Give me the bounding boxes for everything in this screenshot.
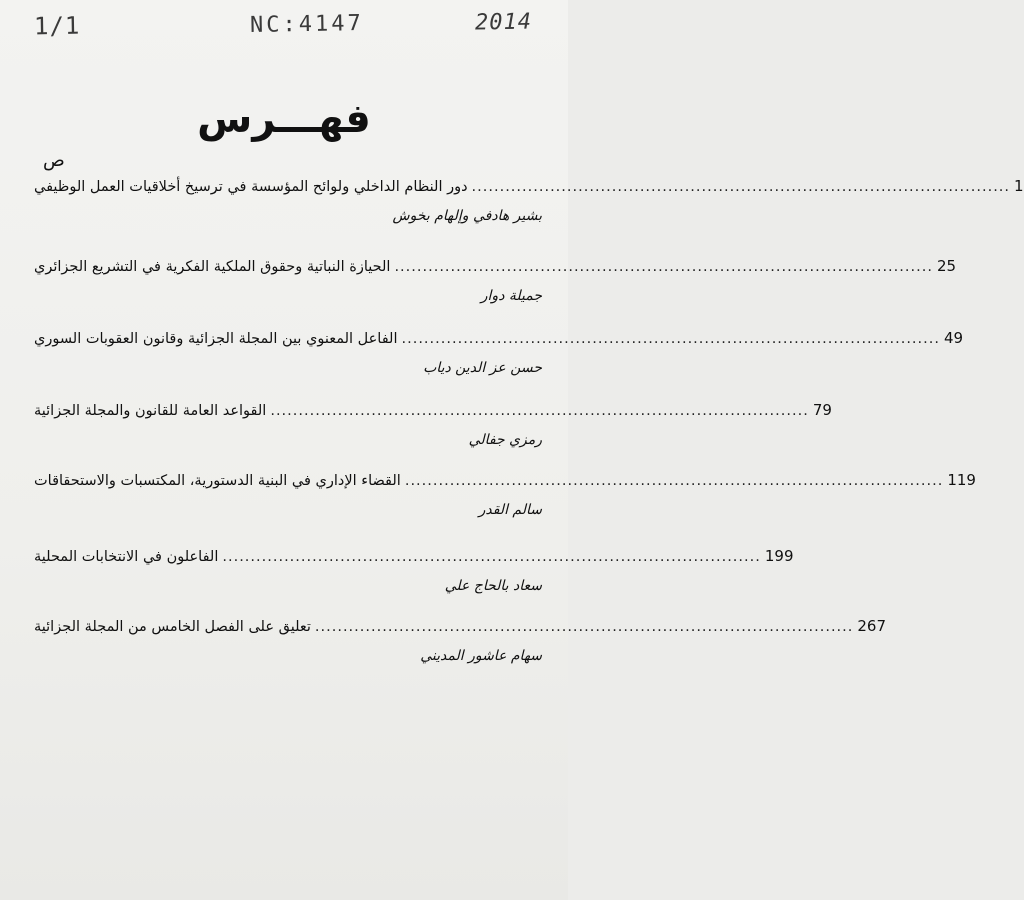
entry-author: سهام عاشور المديني [420, 648, 542, 664]
entry-title: الفاعلون في الانتخابات المحلية [34, 549, 219, 565]
page-column-label: ص [43, 150, 65, 171]
entry-author: جميلة دوار [480, 288, 542, 304]
toc-entry [34, 328, 964, 377]
dot-leader: ................................................................................................ [394, 259, 933, 275]
entry-author: بشير هادفي وإلهام بخوش [392, 208, 542, 224]
entry-author: رمزي جفالي [468, 432, 542, 448]
entry-page-number: 79 [812, 401, 832, 419]
dot-leader: ................................................................................................ [314, 619, 854, 635]
toc-entry [34, 546, 794, 595]
toc-entry [34, 176, 1024, 225]
entry-title: الفاعل المعنوي بين المجلة الجزائية وقانون العقوبات السوري [34, 331, 398, 347]
entry-page-number: 1 [1014, 177, 1024, 195]
entry-title: الحيازة النباتية وحقوق الملكية الفكرية في التشريع الجزائري [34, 259, 391, 275]
dot-leader: ................................................................................................ [270, 403, 809, 419]
entry-author: حسن عز الدين دياب [423, 360, 542, 376]
entry-page-number: 25 [936, 257, 957, 275]
handwritten-call-number: NC:4147 [249, 11, 364, 38]
toc-entry [34, 616, 887, 665]
entry-title: تعليق على الفصل الخامس من المجلة الجزائية [34, 619, 311, 635]
entry-page-number: 49 [943, 329, 964, 347]
toc-entry [34, 470, 976, 519]
dot-leader: ................................................................................................ [404, 473, 944, 489]
dot-leader: ................................................................................................ [222, 549, 761, 565]
dot-leader: ................................................................................................ [471, 179, 1011, 195]
entry-page-number: 119 [947, 471, 976, 489]
dot-leader: ................................................................................................ [401, 331, 940, 347]
entry-page-number: 199 [764, 547, 794, 565]
entry-author: سالم القدر [478, 502, 542, 518]
handwritten-folio-note: 1/1 [33, 11, 81, 41]
toc-entry [34, 256, 957, 305]
entry-title: القضاء الإداري في البنية الدستورية، المكتسبات والاستحقاقات [34, 473, 401, 489]
entry-author: سعاد بالحاج علي [444, 578, 542, 594]
entry-title: القواعد العامة للقانون والمجلة الجزائية [34, 403, 267, 419]
entry-title: دور النظام الداخلي ولوائح المؤسسة في ترسيخ أخلاقيات العمل الوظيفي [34, 179, 468, 195]
handwritten-year: 2014 [474, 9, 533, 36]
toc-entry [34, 400, 832, 449]
page-title: فهـــرس [197, 96, 371, 142]
entry-page-number: 267 [857, 617, 887, 635]
